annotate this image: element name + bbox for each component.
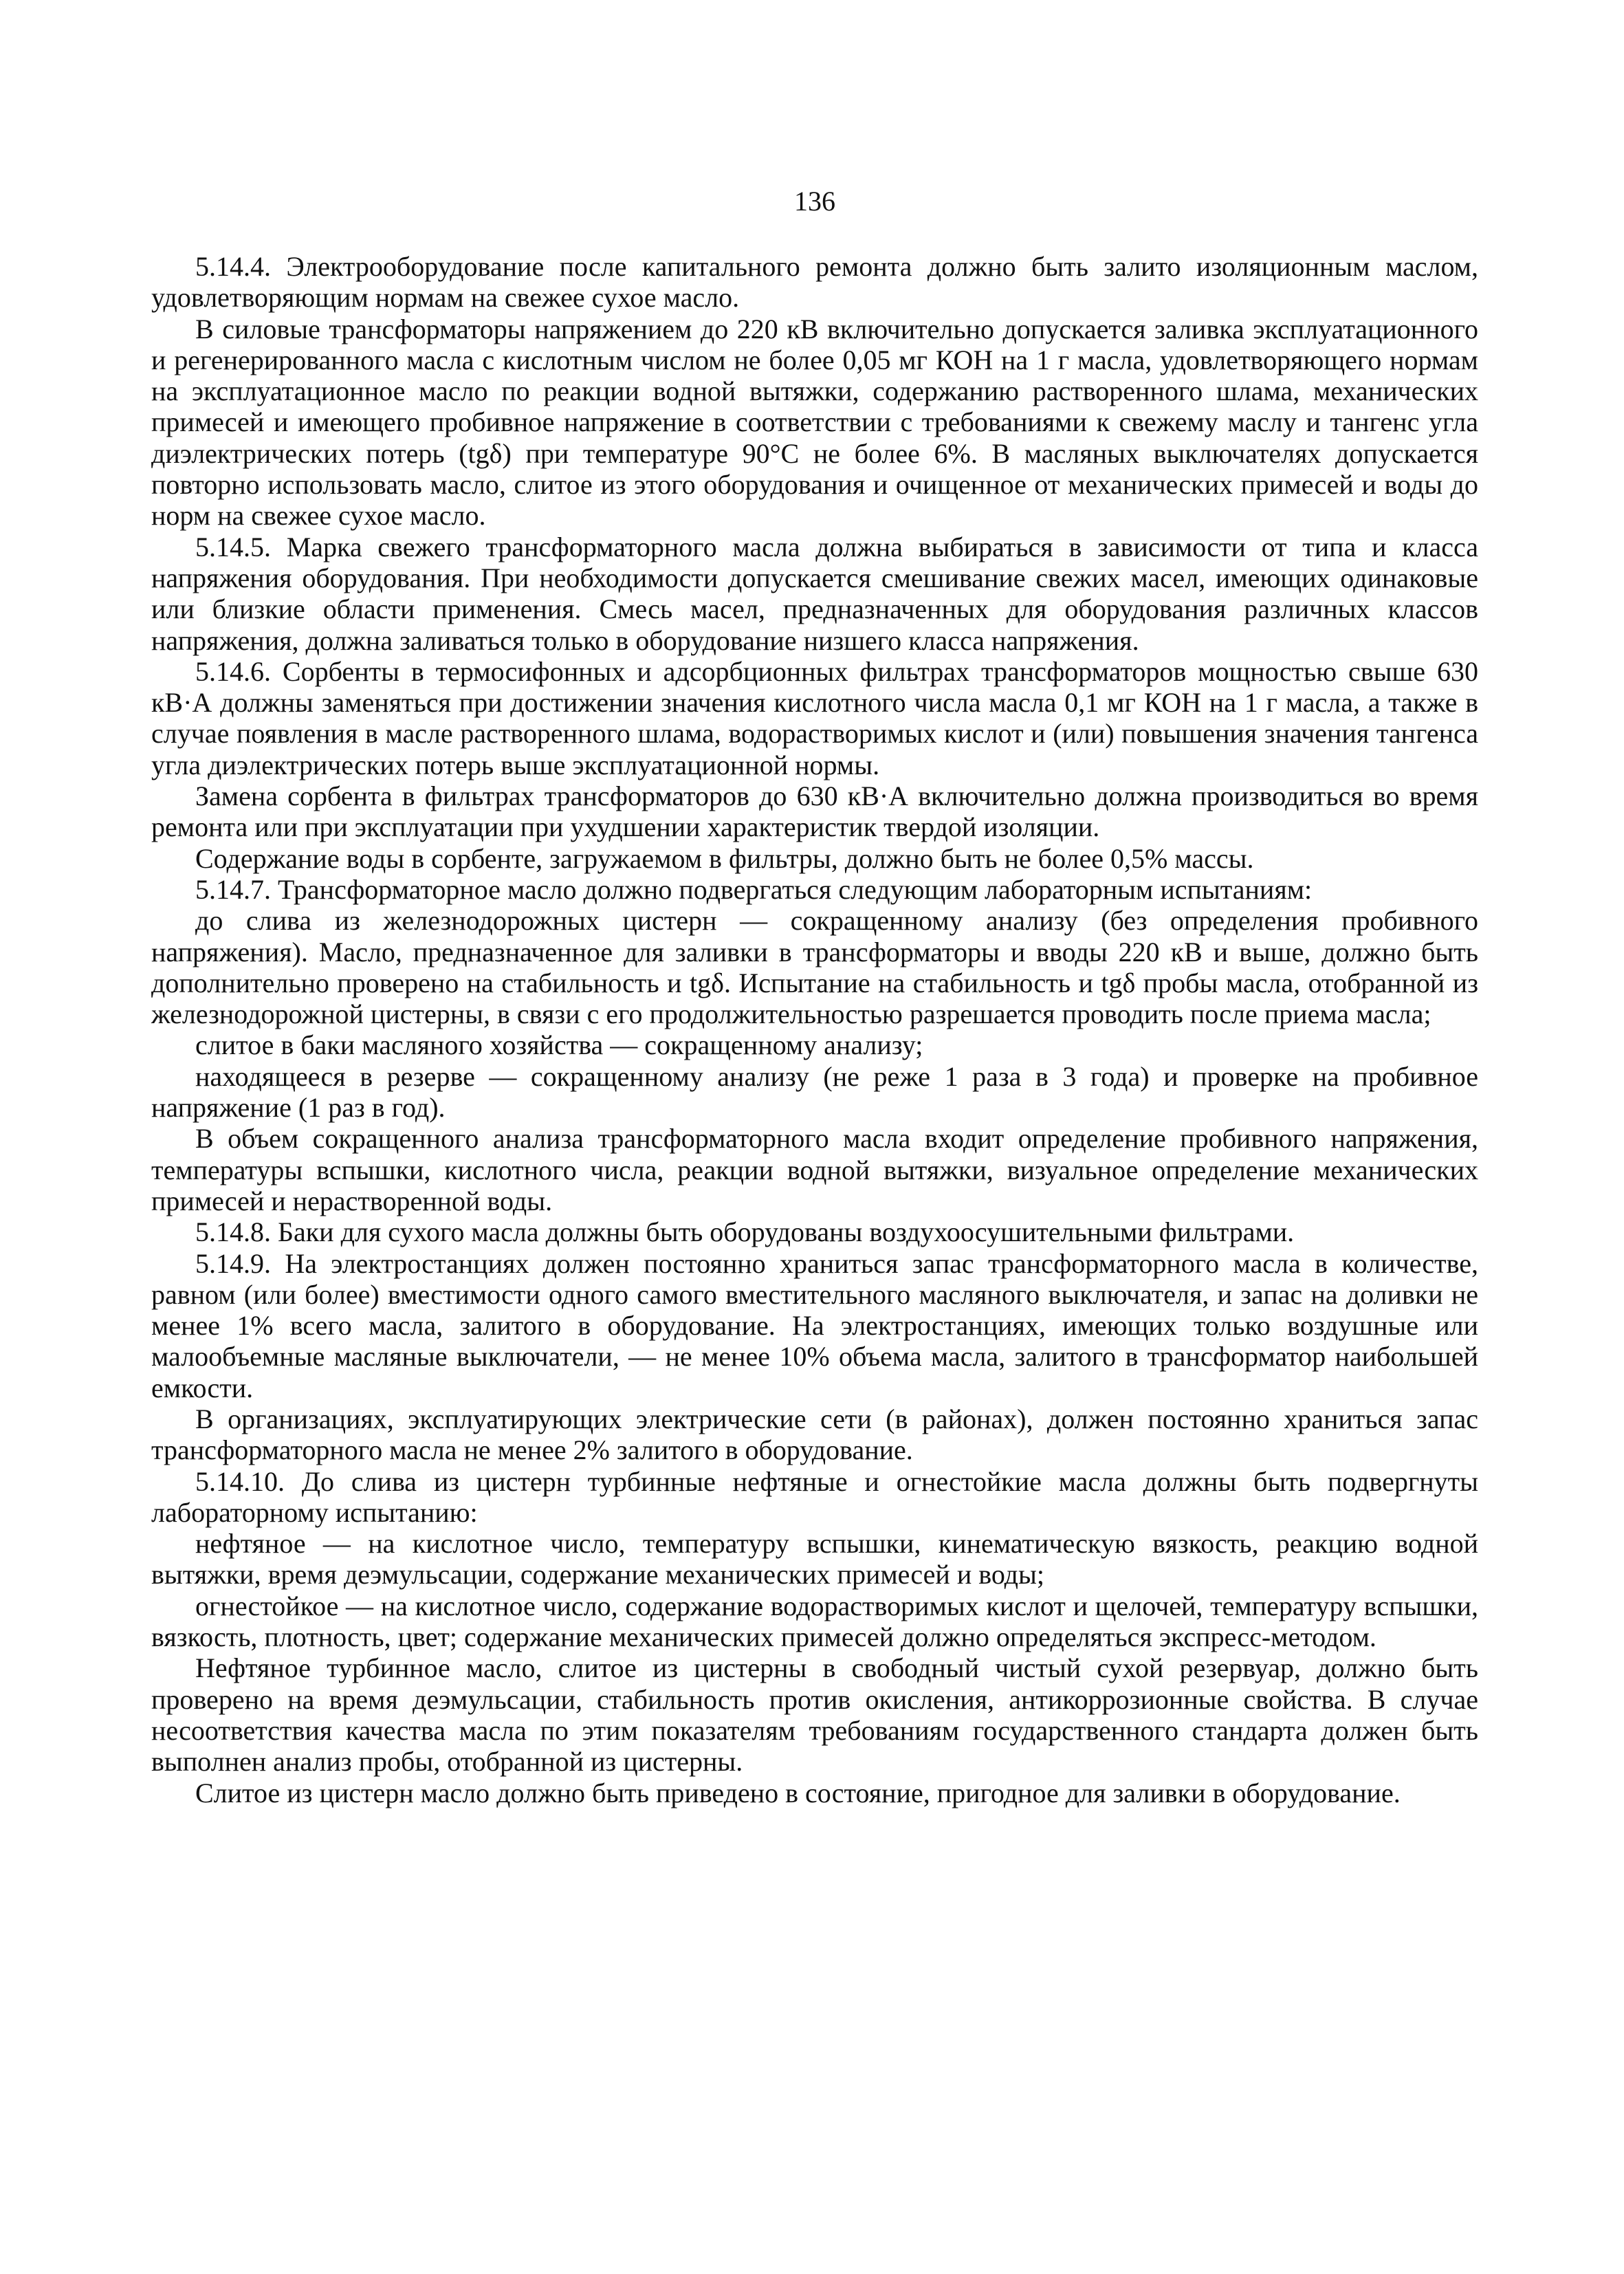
paragraph-drained-to-tanks: слитое в баки масляного хозяйства — сокращенному анализу; — [195, 1029, 923, 1061]
paragraph-5-14-4: 5.14.4. Электрооборудование после капитального ремонта должно быть залито изоляционным маслом, удовлетворяющим нормам на свежее сухое масло. — [151, 251, 1478, 314]
paragraph-reduced-analysis-scope: В объем сокращенного анализа трансформаторного масла входит определение пробивного напряжения, температуры вспышки, кислотного числа, реакции водной вытяжки, визуальное определение механических примесей и нерастворенной воды. — [151, 1123, 1478, 1216]
paragraph-5-14-9: 5.14.9. На электростанциях должен постоянно храниться запас трансформаторного масла в количестве, равном (или более) вместимости одного самого вместительного масляного выключателя, и запас на доливки не менее 1% всего масла, залитого в оборудование. На электростанциях, имеющих только воздушные или малообъемные масляные выключатели, — не менее 10% объема масла, залитого в трансформатор наибольшей емкости. — [151, 1247, 1478, 1403]
paragraph-5-14-7: 5.14.7. Трансформаторное масло должно подвергаться следующим лабораторным испытаниям: — [195, 873, 1313, 905]
paragraph-sorbent-water: Содержание воды в сорбенте, загружаемом в фильтры, должно быть не более 0,5% массы. — [195, 842, 1254, 874]
paragraph-5-14-8: 5.14.8. Баки для сухого масла должны быть оборудованы воздухоосушительными фильтрами. — [195, 1216, 1295, 1248]
paragraph-in-reserve: находящееся в резерве — сокращенному анализу (не реже 1 раза в 3 года) и проверке на пробивное напряжение (1 раз в год). — [151, 1060, 1478, 1124]
paragraph-5-14-6: 5.14.6. Сорбенты в термосифонных и адсорбционных фильтрах трансформаторов мощностью свыше 630 кВ·А должны заменяться при достижении значения кислотного числа масла 0,1 мг КОН на 1 г масла, а также в случае появления в масле растворенного шлама, водорастворимых кислот и (или) повышения значения тангенса угла диэлектрических потерь выше эксплуатационной нормы. — [151, 655, 1478, 780]
page-number: 136 — [794, 186, 835, 217]
paragraph-final: Слитое из цистерн масло должно быть приведено в состояние, пригодное для заливки в оборудование. — [195, 1777, 1401, 1808]
paragraph-network-organizations: В организациях, эксплуатирующих электрические сети (в районах), должен постоянно храниться запас трансформаторного масла не менее 2% залитого в оборудование. — [151, 1403, 1478, 1466]
paragraph-5-14-5: 5.14.5. Марка свежего трансформаторного масла должна выбираться в зависимости от типа и класса напряжения оборудования. При необходимости допускается смешивание свежих масел, имеющих одинаковые или близкие области применения. Смесь масел, предназначенных для оборудования различных классов напряжения, должна заливаться только в оборудование низшего класса напряжения. — [151, 531, 1478, 656]
paragraph-turbine-oil-check: Нефтяное турбинное масло, слитое из цистерны в свободный чистый сухой резервуар, должно быть проверено на время деэмульсации, стабильность против окисления, антикоррозионные свойства. В случае несоответствия качества масла по этим показателям требованиям государственного стандарта должен быть выполнен анализ пробы, отобранной из цистерны. — [151, 1652, 1478, 1778]
document-page — [151, 186, 1478, 1808]
paragraph-before-draining: до слива из железнодорожных цистерн — сокращенному анализу (без определения пробивного напряжения). Масло, предназначенное для заливки в трансформаторы и вводы 220 кВ и выше, должно быть дополнительно проверено на стабильность и tgδ. Испытание на стабильность и tgδ пробы масла, отобранной из железнодорожной цистерны, в связи с его продолжительностью разрешается проводить после приема масла; — [151, 905, 1478, 1030]
paragraph-sorbent-replacement: Замена сорбента в фильтрах трансформаторов до 630 кВ·А включительно должна производиться во время ремонта или при эксплуатации при ухудшении характеристик твердой изоляции. — [151, 780, 1478, 843]
paragraph-fire-resistant-oil: огнестойкое — на кислотное число, содержание водорастворимых кислот и щелочей, температуру вспышки, вязкость, плотность, цвет; содержание механических примесей должно определяться экспресс-методом. — [151, 1590, 1478, 1653]
paragraph-petroleum-oil: нефтяное — на кислотное число, температуру вспышки, кинематическую вязкость, реакцию водной вытяжки, время деэмульсации, содержание механических примесей и воды; — [151, 1528, 1478, 1590]
paragraph-5-14-10: 5.14.10. До слива из цистерн турбинные нефтяные и огнестойкие масла должны быть подвергнуты лабораторному испытанию: — [151, 1465, 1478, 1528]
paragraph-power-transformers-oil: В силовые трансформаторы напряжением до 220 кВ включительно допускается заливка эксплуатационного и регенерированного масла с кислотным числом не более 0,05 мг КОН на 1 г масла, удовлетворяющего нормам на эксплуатационное масло по реакции водной вытяжки, содержанию растворенного шлама, механических примесей и имеющего пробивное напряжение в соответствии с требованиями к свежему маслу и тангенс угла диэлектрических потерь (tgδ) при температуре 90°С не более 6%. В масляных выключателях допускается повторно использовать масло, слитое из этого оборудования и очищенное от механических примесей и воды до норм на свежее сухое масло. — [151, 313, 1478, 532]
